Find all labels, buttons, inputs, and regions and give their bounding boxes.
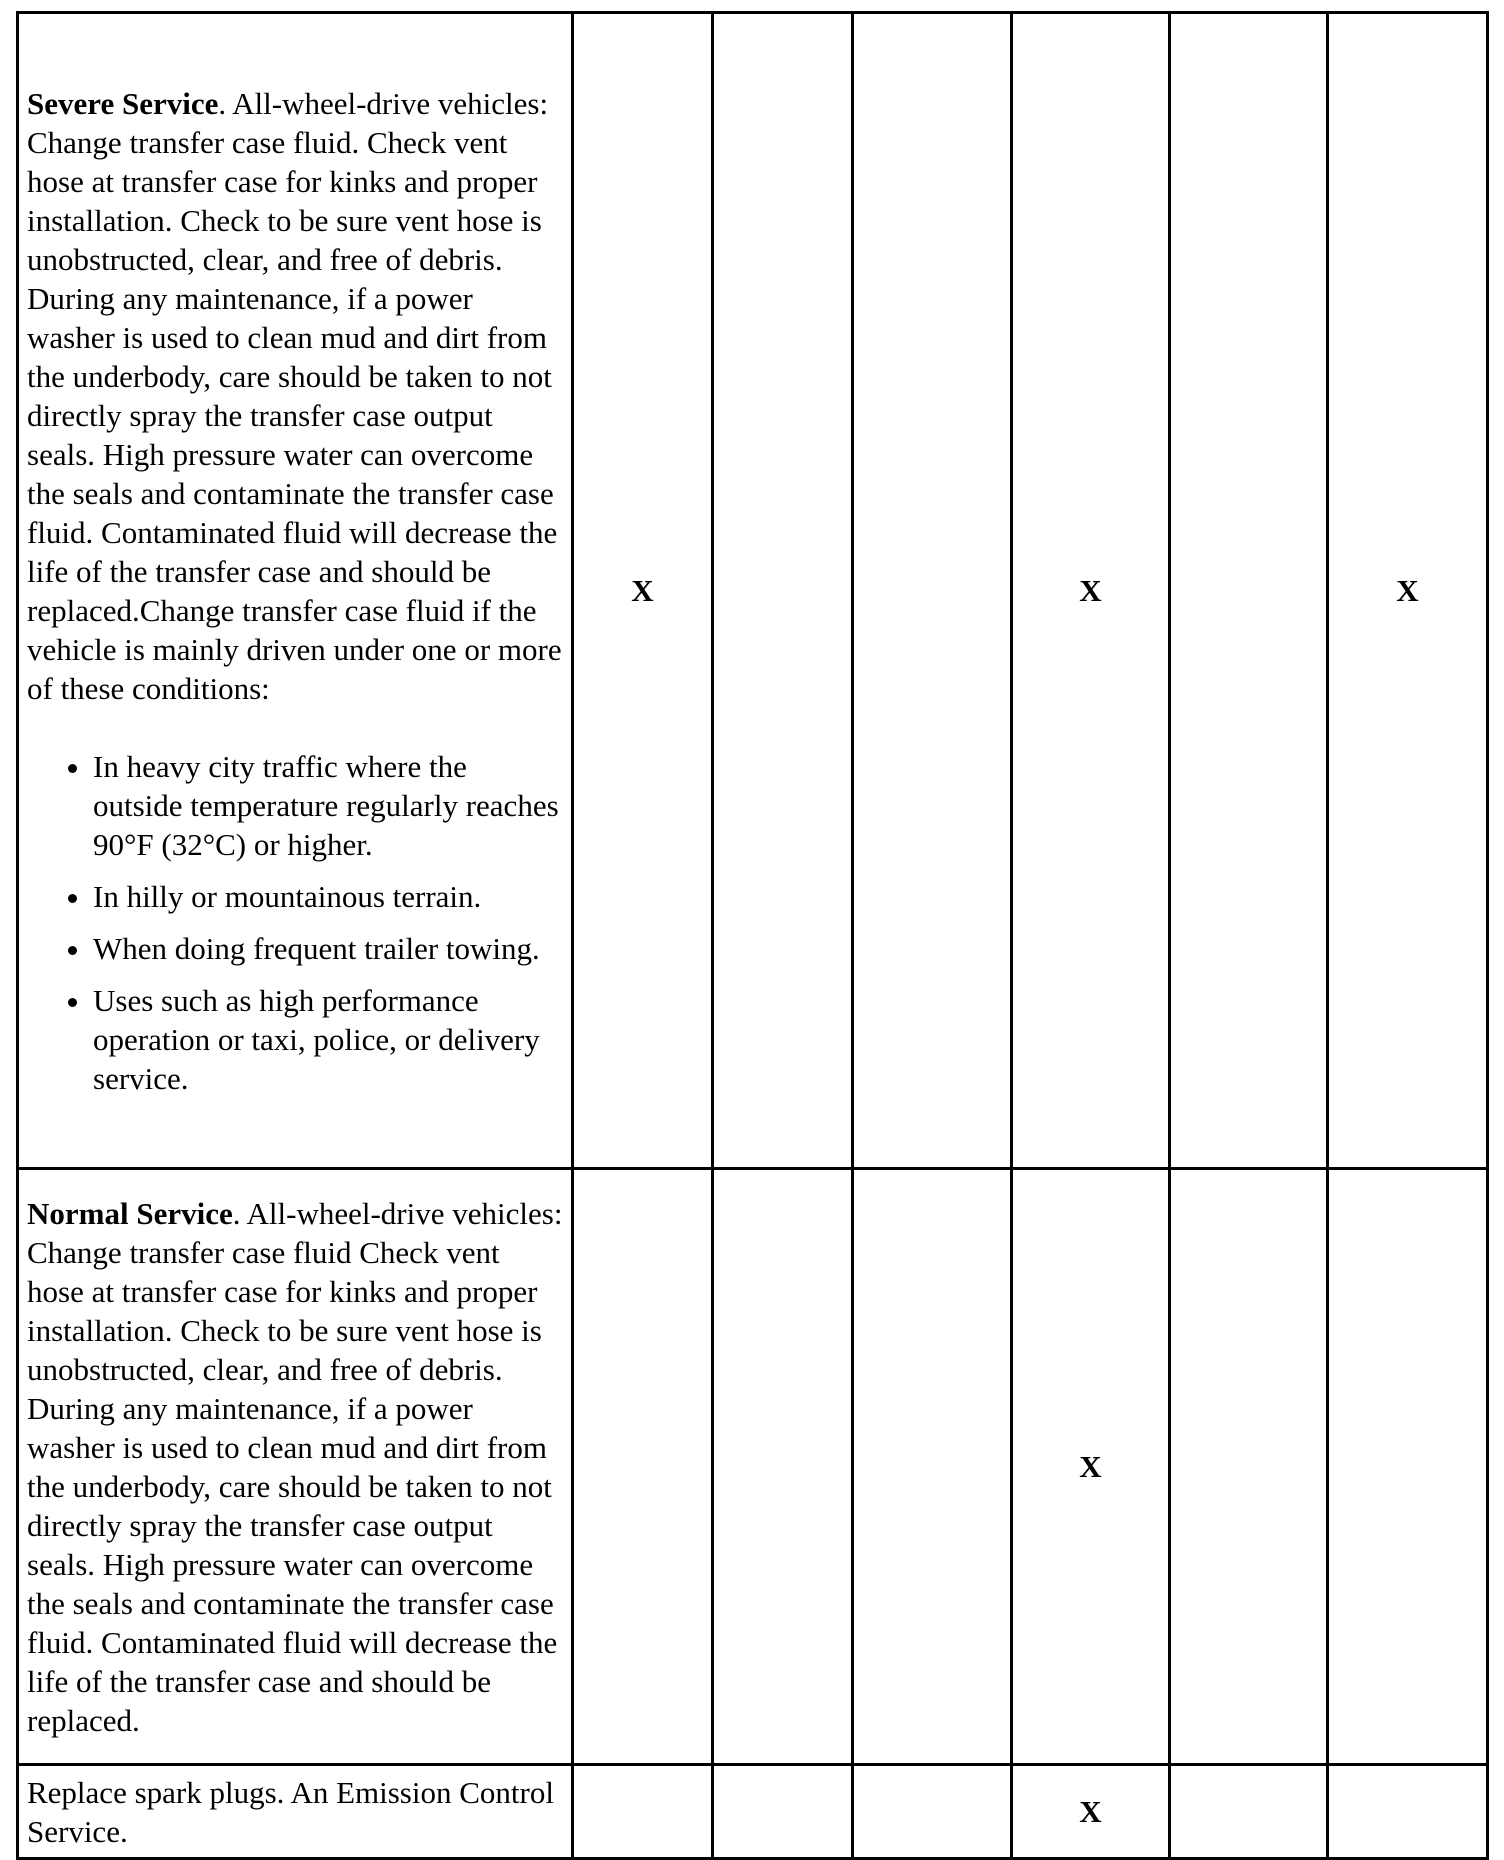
interval-mark-cell: X bbox=[1012, 13, 1170, 1169]
interval-mark-cell: X bbox=[1328, 13, 1488, 1169]
service-description-cell bbox=[18, 1169, 573, 1765]
interval-mark-cell bbox=[713, 1765, 853, 1859]
interval-mark-cell bbox=[853, 13, 1012, 1169]
interval-mark-cell bbox=[1170, 1169, 1328, 1765]
interval-mark-cell bbox=[1170, 13, 1328, 1169]
interval-mark-cell bbox=[713, 13, 853, 1169]
interval-mark-cell bbox=[1328, 1169, 1488, 1765]
service-description bbox=[27, 84, 563, 708]
service-description-text: . All-wheel-drive vehicles: Change transfer case fluid Check vent hose at transfer case for kinks and proper installation. Check to be sure vent hose is unobstructed, clear, and free of debris. During any maintenance, if a power washer is used to clean mud and dirt from the underbody, care should be taken to not directly spray the transfer case output seals. High pressure water can overcome the seals and contaminate the transfer case fluid. Contaminated fluid will decrease the life of the transfer case and should be replaced. bbox=[27, 1196, 563, 1738]
list-item: • When doing frequent trailer towing. bbox=[93, 929, 563, 968]
service-description-text: Replace spark plugs. An Emission Control Service. bbox=[27, 1775, 554, 1849]
table-row bbox=[18, 1169, 1488, 1765]
table-row bbox=[18, 13, 1488, 1169]
interval-mark-cell: X bbox=[1012, 1765, 1170, 1859]
conditions-list bbox=[27, 747, 563, 1098]
interval-mark-cell bbox=[573, 1765, 713, 1859]
interval-mark-cell bbox=[1328, 1765, 1488, 1859]
list-item: • Uses such as high performance operation or taxi, police, or delivery service. bbox=[93, 981, 563, 1098]
maintenance-schedule-table bbox=[16, 11, 1489, 1860]
service-description-text: . All-wheel-drive vehicles: Change transfer case fluid. Check vent hose at transfer case for kinks and proper installation. Check to be sure vent hose is unobstructed, clear, and free of debris. During any maintenance, if a power washer is used to clean mud and dirt from the underbody, care should be taken to not directly spray the transfer case output seals. High pressure water can overcome the seals and contaminate the transfer case fluid. Contaminated fluid will decrease the life of the transfer case and should be replaced.Change transfer case fluid if the vehicle is mainly driven under one or more of these conditions: bbox=[27, 86, 562, 706]
interval-mark-cell bbox=[1170, 1765, 1328, 1859]
service-description-cell bbox=[18, 1765, 573, 1859]
service-description-cell bbox=[18, 13, 573, 1169]
interval-mark-cell: X bbox=[573, 13, 713, 1169]
interval-mark-cell bbox=[853, 1169, 1012, 1765]
interval-mark-cell bbox=[853, 1765, 1012, 1859]
service-type-label: Severe Service bbox=[27, 86, 219, 121]
list-item: • In heavy city traffic where the outside temperature regularly reaches 90°F (32°C) or higher. bbox=[93, 747, 563, 864]
interval-mark-cell: X bbox=[1012, 1169, 1170, 1765]
interval-mark-cell bbox=[573, 1169, 713, 1765]
service-description bbox=[27, 1194, 563, 1740]
service-type-label: Normal Service bbox=[27, 1196, 233, 1231]
list-item: • In hilly or mountainous terrain. bbox=[93, 877, 563, 916]
interval-mark-cell bbox=[713, 1169, 853, 1765]
table-row bbox=[18, 1765, 1488, 1859]
